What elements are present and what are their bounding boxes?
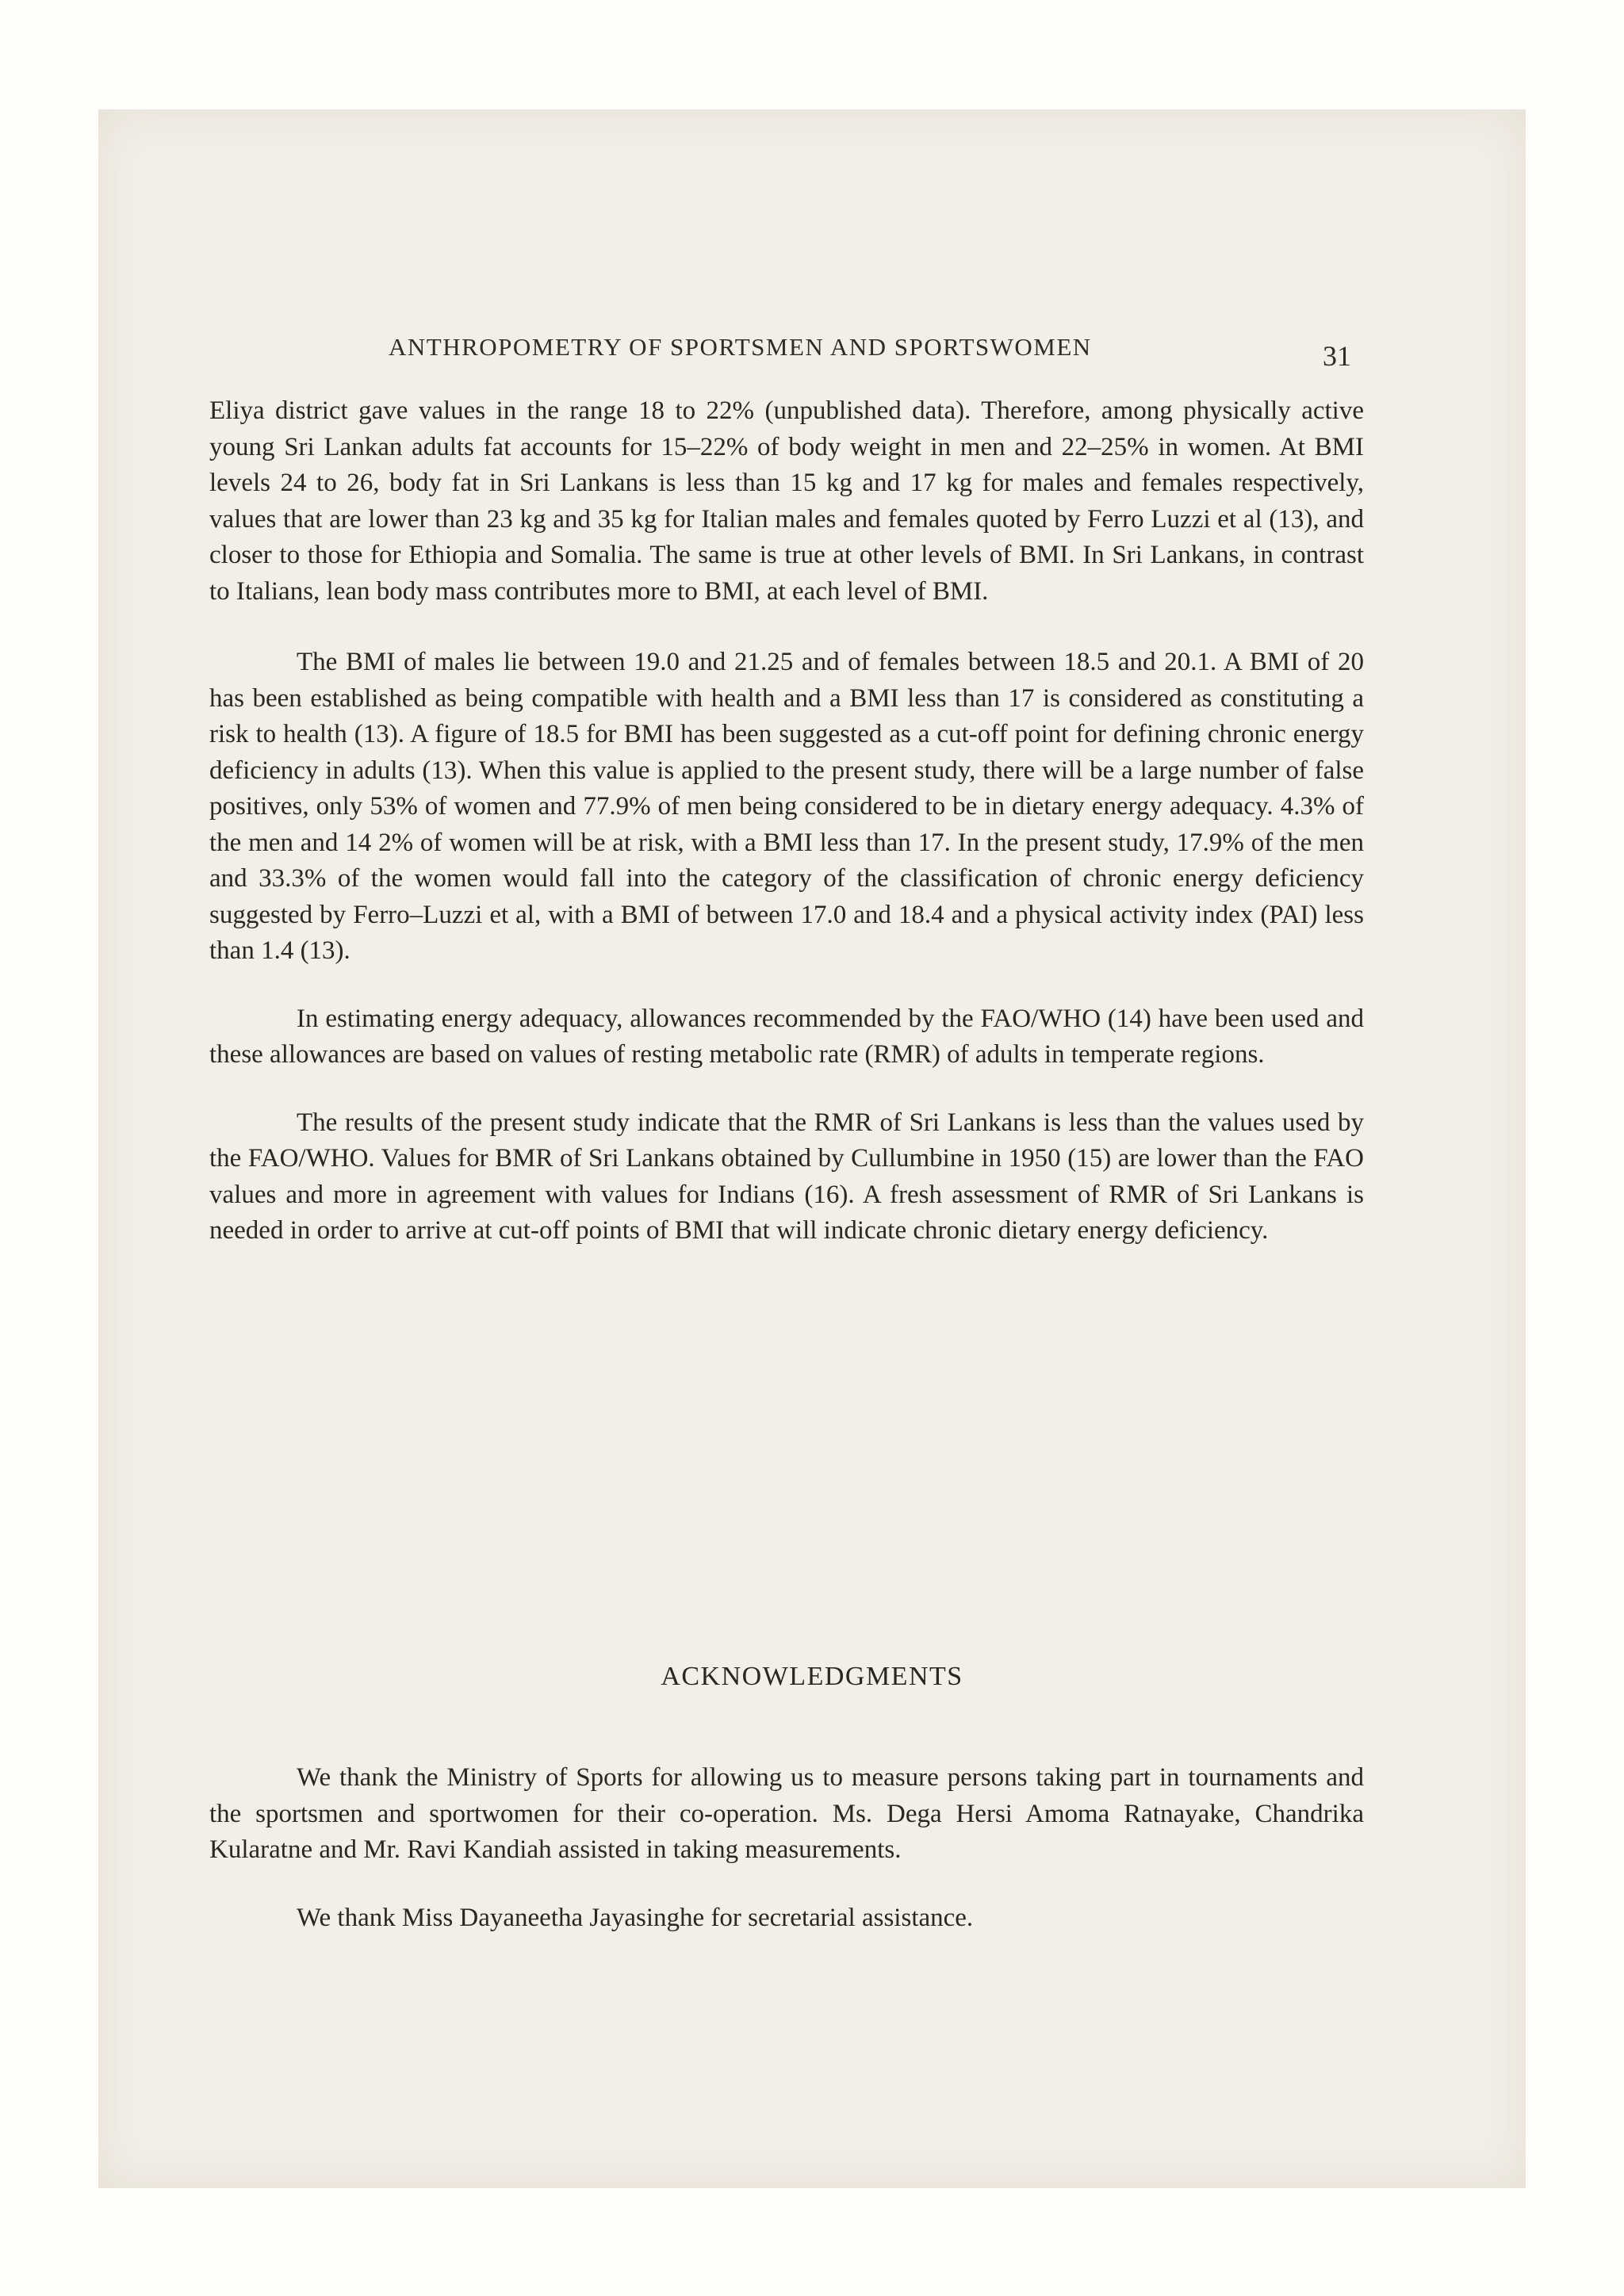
paragraph-bmi: The BMI of males lie between 19.0 and 21.25 and of females between 18.5 and 20.1. A BMI of 20 has been established as being compatible with health and a BMI less than 17 is considered as constituting a risk to health (13). A figure of 18.5 for BMI has been suggested as a cut-off point for defining chronic energy deficiency in adults (13). When this value is applied to the present study, there will be a large number of false positives, only 53% of women and 77.9% of men being considered to be in dietary energy adequacy. 4.3% of the men and 14 2% of women will be at risk, with a BMI less than 17. In the present study, 17.9% of the men and 33.3% of the women would fall into the category of the classification of chronic energy deficiency suggested by Ferro–Luzzi et al, with a BMI of between 17.0 and 18.4 and a physical activity index (PAI) less than 1.4 (13).	[209, 648, 1364, 965]
acknowledgment-paragraph-ministry: We thank the Ministry of Sports for allowing us to measure persons taking part in tournaments and the sportsmen and sportwomen for their co-operation. Ms. Dega Hersi Amoma Ratnayake, Chandrika Kularatne and Mr. Ravi Kandiah assisted in taking measurements.	[209, 1763, 1364, 1864]
acknowledgments-text	[209, 1760, 1364, 1936]
acknowledgments-heading: ACKNOWLEDGMENTS	[661, 1662, 963, 1691]
running-head: ANTHROPOMETRY OF SPORTSMEN AND SPORTSWOMEN	[389, 333, 1092, 361]
paragraph-energy-adequacy: In estimating energy adequacy, allowances recommended by the FAO/WHO (14) have been used and these allowances are based on values of resting metabolic rate (RMR) of adults in temperate regions.	[209, 1004, 1364, 1069]
page-number: 31	[1323, 340, 1351, 372]
main-text	[209, 393, 1364, 1249]
paragraph-rmr-results: The results of the present study indicate that the RMR of Sri Lankans is less than the values used by the FAO/WHO. Values for BMR of Sri Lankans obtained by Cullumbine in 1950 (15) are lower than the FAO values and more in agreement with values for Indians (16). A fresh assessment of RMR of Sri Lankans is needed in order to arrive at cut-off points of BMI that will indicate chronic dietary energy deficiency.	[209, 1108, 1364, 1245]
paragraph-continued: Eliya district gave values in the range 18 to 22% (unpublished data). Therefore, among physically active young Sri Lankan adults fat accounts for 15–22% of body weight in men and 22–25% in women. At BMI levels 24 to 26, body fat in Sri Lankans is less than 15 kg and 17 kg for males and females respectively, values that are lower than 23 kg and 35 kg for Italian males and females quoted by Ferro Luzzi et al (13), and closer to those for Ethiopia and Somalia. The same is true at other levels of BMI. In Sri Lankans, in contrast to Italians, lean body mass contributes more to BMI, at each level of BMI.	[209, 396, 1364, 606]
acknowledgment-paragraph-secretarial: We thank Miss Dayaneetha Jayasinghe for secretarial assistance.	[297, 1903, 974, 1932]
